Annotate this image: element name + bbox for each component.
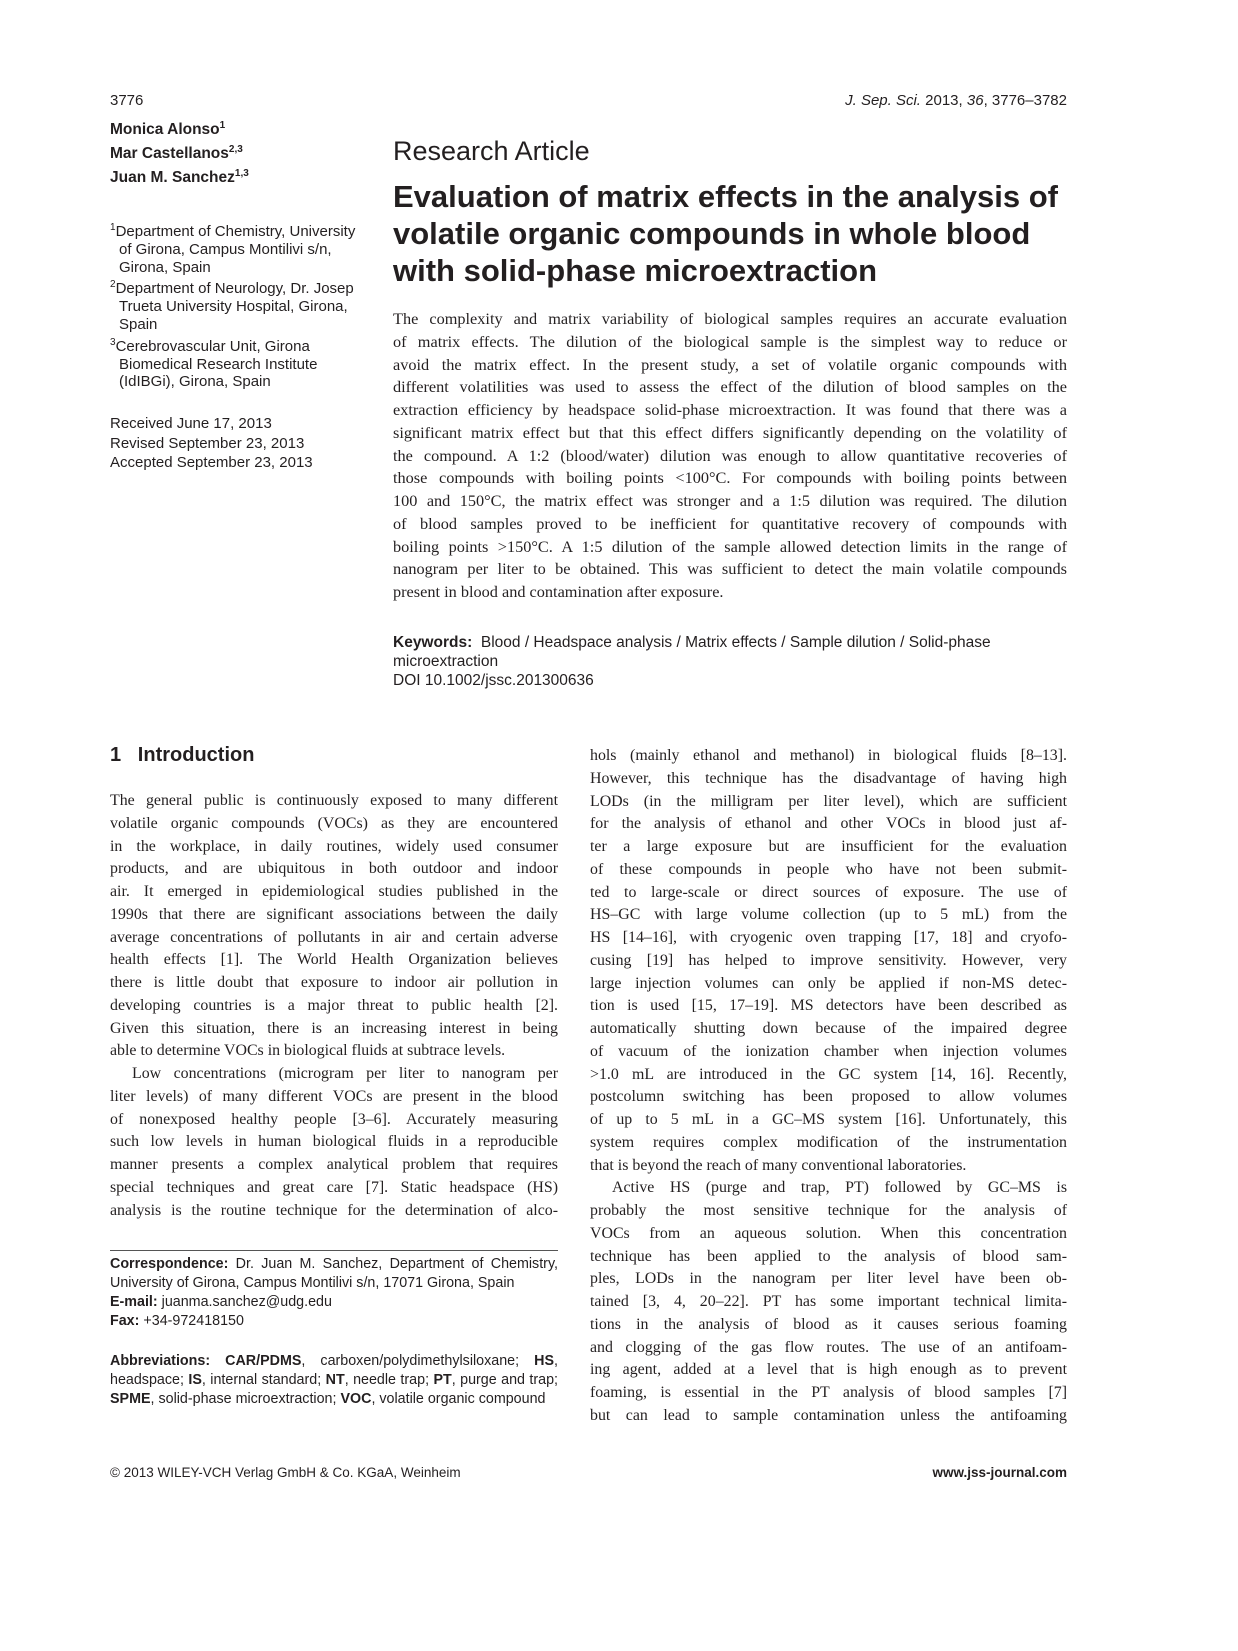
author-sup: 1,3 — [234, 168, 249, 180]
text-line: The complexity and matrix variability of biological samples requires an accurate evaluation — [393, 309, 1067, 328]
author-name: Mar Castellanos — [110, 145, 229, 163]
affiliations — [110, 219, 370, 391]
text-line: developing countries is a major threat to public health [2]. — [110, 996, 558, 1014]
abbreviation-definition: , internal standard; — [201, 1372, 326, 1388]
author-sup: 1 — [219, 120, 226, 131]
text-line: large injection volumes can only be applied if non-MS detec- — [590, 974, 1067, 992]
journal-year: 2013 — [925, 92, 959, 109]
affiliation-sup: 2 — [110, 279, 116, 291]
fax-label: Fax: — [110, 1313, 140, 1329]
affiliation-text: Department of Chemistry, University of Girona, Campus Montilivi s/n, Girona, Spain — [115, 223, 356, 276]
accepted-date: Accepted September 23, 2013 — [110, 454, 313, 471]
copyright: © 2013 WILEY-VCH Verlag GmbH & Co. KGaA, Weinheim — [110, 1465, 461, 1480]
left-column-text — [110, 790, 558, 1222]
text-line: tions in the analysis of blood as it causes serious foaming — [590, 1315, 1067, 1333]
text-line: LODs (in the milligram per liter level), which are sufficient — [590, 792, 1067, 810]
text-line: automatically shutting down because of the impaired degree — [590, 1020, 1067, 1037]
text-line: health effects [1]. The World Health Organization believes — [110, 951, 558, 969]
text-line: ter a large exposure but are insufficient for the evaluation — [590, 838, 1067, 855]
text-line: technique has been applied to the analysis of blood sam- — [590, 1247, 1067, 1265]
received-date: Received June 17, 2013 — [110, 415, 272, 432]
text-line: However, this technique has the disadvantage of having high — [590, 769, 1067, 787]
text-line: special techniques and great care [7]. Static headspace (HS) — [110, 1178, 558, 1196]
affiliation-sup: 3 — [110, 336, 116, 348]
journal-website-link[interactable]: www.jss-journal.com — [932, 1465, 1067, 1480]
correspondence-label: Correspondence: — [110, 1256, 229, 1272]
text-line: of blood samples proved to be inefficient for quantitative recovery of compounds with — [393, 513, 1067, 533]
keywords — [393, 633, 1067, 690]
text-line: air. It emerged in epidemiological studies published in the — [110, 883, 558, 900]
text-line: able to determine VOCs in biological fluids at subtrace levels. — [110, 1042, 506, 1060]
text-line: of nonexposed healthy people [3–6]. Accurately measuring — [110, 1110, 558, 1128]
article-dates — [110, 414, 313, 473]
text-line: VOCs from an aqueous solution. When this concentration — [590, 1224, 1067, 1242]
page-number: 3776 — [110, 92, 144, 109]
abbreviation-term: SPME — [110, 1391, 151, 1407]
right-column-text — [590, 745, 1067, 1428]
abbreviation-definition: , purge and trap; — [451, 1372, 559, 1388]
text-line: the compound. A 1:2 (blood/water) dilution was enough to allow quantitative recoveries of — [393, 445, 1067, 465]
text-line: HS [14–16], with cryogenic oven trapping [17, 18] and cryofo- — [590, 929, 1067, 946]
text-line: such low levels in human biological fluids in a reproducible — [110, 1133, 558, 1151]
abstract — [393, 308, 1067, 604]
text-line: avoid the matrix effect. In the present study, a set of volatile organic compounds with — [393, 354, 1067, 374]
affiliation-text: Cerebrovascular Unit, Girona Biomedical Research Institute (IdIBGi), Girona, Spain — [115, 337, 318, 391]
abbreviation-term: PT — [433, 1372, 452, 1388]
keywords-text: Blood / Headspace analysis / Matrix effects / Sample dilution / Solid-phase microextraction — [393, 634, 991, 670]
author — [110, 116, 249, 140]
text-line: The general public is continuously exposed to many different — [110, 792, 558, 809]
journal-pages: 3776–3782 — [991, 92, 1067, 109]
text-line: present in blood and contamination after exposure. — [393, 582, 724, 601]
text-line: hols (mainly ethanol and methanol) in biological fluids [8–13]. — [590, 747, 1067, 764]
section-heading — [110, 744, 254, 767]
text-line: products, and are ubiquitous in both outdoor and indoor — [110, 860, 558, 878]
text-line: >1.0 mL are introduced in the GC system [14, 16]. Recently, — [590, 1065, 1067, 1083]
text-line: of these compounds in people who have not been submit- — [590, 860, 1067, 878]
author-name: Juan M. Sanchez — [110, 169, 235, 187]
text-line: volatile organic compounds (VOCs) as they are encountered — [110, 814, 558, 832]
text-line: for the analysis of ethanol and other VOCs in blood just af- — [590, 815, 1067, 833]
abbreviation-term: NT — [325, 1372, 345, 1388]
abbreviation-definition: , volatile organic compound — [371, 1391, 546, 1407]
text-line: system requires complex modification of the instrumentation — [590, 1133, 1067, 1151]
email-label: E-mail: — [110, 1294, 158, 1310]
text-line: extraction efficiency by headspace solid-phase microextraction. It was found that there was a — [393, 400, 1067, 419]
abbreviation-definition: , needle trap; — [344, 1372, 434, 1388]
correspondence-text: Dr. Juan M. Sanchez, Department of Chemistry, University of Girona, Campus Montilivi s/n, 17071 Girona, Spain — [110, 1256, 559, 1291]
abbreviation-term: IS — [188, 1372, 202, 1388]
affiliation-text: Department of Neurology, Dr. Josep Trueta University Hospital, Girona, Spain — [115, 280, 354, 333]
text-line: and clogging of the gas flow routes. The use of an antifoam- — [590, 1338, 1067, 1356]
abbreviation-definition: , solid-phase microextraction; — [150, 1391, 341, 1407]
text-line: ing agent, added at a level that is high enough as to prevent — [590, 1361, 1067, 1379]
abbreviations-label: Abbreviations: — [110, 1353, 211, 1369]
text-line: average concentrations of pollutants in air and certain adverse — [110, 928, 558, 946]
footnote-divider — [110, 1250, 558, 1251]
text-line: significant matrix effect but that this effect differs significantly depending on the volatility of — [393, 422, 1067, 442]
abbreviations — [110, 1352, 558, 1409]
text-line: but can lead to sample contamination unless the antifoaming — [590, 1406, 1067, 1424]
abbreviation-term: HS — [534, 1353, 555, 1369]
text-line: of vacuum of the ionization chamber when injection volumes — [590, 1042, 1067, 1060]
abbreviation-term: CAR/PDMS — [225, 1353, 302, 1369]
email-link[interactable]: juanma.sanchez@udg.edu — [161, 1294, 332, 1310]
author-sup: 2,3 — [228, 144, 243, 156]
abbreviation-definition: , headspace; — [110, 1353, 558, 1388]
text-line: Given this situation, there is an increasing interest in being — [110, 1019, 558, 1037]
keywords-label: Keywords: — [393, 634, 473, 651]
text-line: probably the most sensitive technique for the analysis of — [590, 1202, 1067, 1219]
article-type: Research Article — [393, 136, 590, 166]
journal-name: J. Sep. Sci. — [845, 92, 921, 109]
journal-citation: J. Sep. Sci. 2013, 36, 3776–3782 — [845, 92, 1067, 109]
text-line: cusing [19] has helped to improve sensitivity. However, very — [590, 951, 1067, 969]
text-line: 1990s that there are significant associations between the daily — [110, 905, 558, 923]
text-line: Low concentrations (microgram per liter to nanogram per — [132, 1065, 558, 1082]
text-line: nanogram per liter to be obtained. This was sufficient to detect the main volatile compounds — [393, 559, 1067, 579]
text-line: HS–GC with large volume collection (up to 5 mL) from the — [590, 906, 1067, 924]
text-line: manner presents a complex analytical problem that requires — [110, 1156, 558, 1173]
affiliation-sup: 1 — [110, 222, 116, 233]
section-title: Introduction — [137, 744, 255, 766]
fax-number: +34-972418150 — [143, 1313, 244, 1329]
section-number: 1 — [110, 744, 122, 766]
affiliation — [110, 334, 370, 391]
text-line: that is beyond the reach of many conventional laboratories. — [590, 1156, 967, 1174]
author-name: Monica Alonso — [110, 121, 220, 139]
correspondence — [110, 1255, 558, 1331]
text-line: analysis is the routine technique for the determination of alco- — [110, 1201, 558, 1219]
text-line: ples, LODs in the nanogram per liter level have been ob- — [590, 1270, 1067, 1288]
text-line: Active HS (purge and trap, PT) followed by GC–MS is — [612, 1179, 1067, 1197]
text-line: postcolumn switching has been proposed to allow volumes — [590, 1088, 1067, 1106]
doi: DOI 10.1002/jssc.201300636 — [393, 672, 594, 689]
text-line: of up to 5 mL in a GC–MS system [16]. Unfortunately, this — [590, 1111, 1067, 1128]
text-line: in the workplace, in daily routines, widely used consumer — [110, 837, 558, 855]
text-line: different volatilities was used to assess the effect of the dilution of blood samples on the — [393, 377, 1067, 397]
text-line: boiling points >150°C. A 1:5 dilution of the sample allowed detection limits in the range of — [393, 536, 1067, 556]
affiliation — [110, 219, 370, 276]
author — [110, 164, 249, 188]
text-line: there is little doubt that exposure to indoor air pollution in — [110, 974, 558, 991]
journal-volume: 36 — [966, 92, 984, 109]
text-line: tion is used [15, 17–19]. MS detectors have been described as — [590, 997, 1067, 1015]
affiliation — [110, 276, 370, 333]
text-line: of matrix effects. The dilution of the biological sample is the simplest way to reduce or — [393, 331, 1067, 351]
text-line: ted to large-scale or direct sources of exposure. The use of — [590, 883, 1067, 901]
author-list — [110, 116, 249, 188]
text-line: tained [3, 4, 20–22]. PT has some important technical limita- — [590, 1293, 1067, 1310]
text-line: liter levels) of many different VOCs are present in the blood — [110, 1087, 558, 1105]
article-title: Evaluation of matrix effects in the analysis of volatile organic compounds in whole blood with solid-phase microextraction — [393, 179, 1058, 288]
revised-date: Revised September 23, 2013 — [110, 434, 305, 452]
abbreviation-definition: , carboxen/polydimethylsiloxane; — [301, 1353, 535, 1369]
abbreviation-term: VOC — [340, 1391, 372, 1407]
text-line: foaming, is essential in the PT analysis of blood samples [7] — [590, 1384, 1067, 1401]
text-line: those compounds with boiling points <100°C. For compounds with boiling points between — [393, 468, 1067, 488]
author — [110, 140, 249, 164]
text-line: 100 and 150°C, the matrix effect was stronger and a 1:5 dilution was required. The dilution — [393, 491, 1067, 510]
